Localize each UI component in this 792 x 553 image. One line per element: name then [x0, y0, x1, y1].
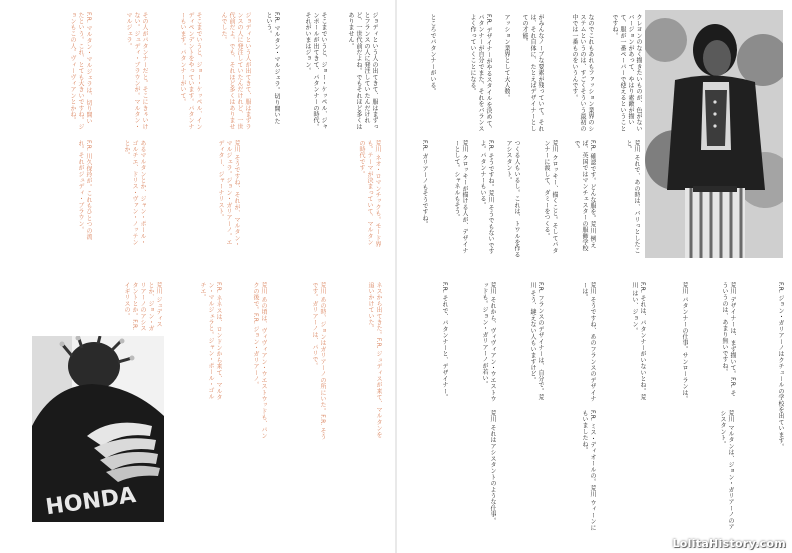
honda-logo-text: HONDA — [44, 482, 138, 521]
right-low-col-10: F.R. ミス・ディオールの。荒川 ウィーンにもいましたね。 — [581, 410, 596, 531]
left-upper-orange-col-4: F.R. マルタン・マルジェラは、切り開いたという。これ、とても大きいですね。ジョンもこの人。ヴィーヴィアンとかね。 — [69, 12, 92, 130]
left-lower-orange-col-5: 荒川 ジュディスとか、ジョン・ガリアーノのアシスタントとか。F.R. イギリスの。 — [123, 282, 162, 332]
right-low-col-9: 荒川 マルタンは、ジョン・ガリアーノのアシスタント。 — [719, 410, 734, 530]
right-top-col-1: クレヨンのなく描きたいものが、色がないバージョンがあって、やはり素敵が描いて、服が一番ペーパーで使えるということですね。 — [611, 14, 642, 132]
top-right-photo — [645, 10, 783, 258]
model-honda-jacket-image — [32, 336, 164, 522]
left-lower-orange-col-4: F.R. ネネスは、ロンドンから来て、マルタン・マルジェラと。ジャン・ポール・ゴルチエ。 — [199, 282, 222, 401]
left-upper-orange-col-3: その人がパタンナーだと。そこにきゃいけない。ジュディ・ブラウンが。マルタン・マルジェラ。 — [125, 12, 148, 130]
right-top-col-4: アッション業界として大人数。 — [503, 14, 510, 101]
right-top-col-5: F.R. デザイナーがやるスタイルを決めて、パタンナーが自分でまた、それをバランスよく作っていくことになる。 — [469, 14, 492, 133]
left-upper-black-col-3: F.R. マルタン・マルジェラ。切り開いたという。 — [265, 12, 280, 125]
right-top-col-2: なのでこれもあれもファッション業界のシステムというのは、すごくそういう最初の中では一番ものをいうんです。 — [571, 14, 594, 132]
right-top-col-3: がみんなノーブな要素が残っていて。それは、それ自体に、たとえばデザイナーとしての才能。 — [521, 14, 544, 132]
man-dark-jacket-image — [645, 10, 783, 258]
left-middle-orange-col-2: あるマルタンとか、ジャン・ポール・ゴルチエ、ドリス・ヴァン・ノッテンとか。 — [123, 140, 146, 246]
right-mid-upper-col-1: 荒川 それで、あの時は、バリっとしたこと。 — [625, 140, 640, 254]
left-upper-black-col-2: そこまでいうと、ジョー・ケッペル、ジャンポールが出てきて、パタンナーの時代。それがいまはジョン。 — [304, 12, 327, 130]
right-mid-col-1: F.R. 確認です。どんな服を。荒川 例えば、英国ではマンチェスターの服飾学校で。 — [573, 140, 596, 252]
left-upper-orange-col-1: ジョディという人が出てきて、服はまずランスの人に発注していたんだけれど、一世代前だよ。でも、それほど多くはありませんでした。 — [220, 12, 251, 130]
bottom-left-photo — [32, 336, 164, 522]
right-low-col-11: 荒川 それはアシスタントのような仕事。 — [489, 410, 496, 524]
left-middle-orange-col-4: 荒川 ネオ・ロマンチックも。モード界も。テーマが決まっていて、マルタンの時代です。 — [358, 140, 381, 248]
left-lower-orange-col-1: ネスから出てきた。F.R. ジュディスが来て、マルタンを追いかけていた。 — [367, 282, 382, 438]
right-low-col-7: 荒川 それから、ヴィヴィアン・ウエストウッドも。ジョン・ガリアーノが若い。 — [481, 282, 496, 402]
left-lower-orange-col-3: 荒川 あの頃は、ヴィヴィアン・ウエストウッドも、パンクの後で。F.R. ジョン・ガリアーノ。 — [252, 282, 267, 440]
right-mid-col-3: つくる人もいるし。これは、トワルを作るアシスタント。 — [505, 140, 520, 258]
right-mid-col-6: F.R. ガリアーノもそうですね。 — [421, 140, 428, 228]
right-low-col-3: 荒川 パタンナーの仕事。サンローランは。 — [681, 282, 688, 402]
left-lower-orange-col-2: 荒川 あの時、ジョンはガリアーノの所にいた。F.R. そうです。ガリアーノは、パリで。 — [311, 282, 326, 440]
right-mid-col-4: F.R. そうですね。荒川 そうでもないですよ。パタンナーもいる。 — [479, 140, 494, 255]
watermark-text: LolitaHistory.com — [672, 537, 786, 550]
page-gutter — [395, 0, 397, 553]
right-mid-col-2: 荒川 クロッキー、描くこと。そしてパタンナーに渡して、ダミーをつくる。 — [543, 140, 558, 254]
right-low-col-2: 荒川 デザイナーは、まず描いて。F.R. そういうのは、あまり無いですね。 — [721, 282, 736, 397]
left-middle-orange-col-3: F.R. 川久保玲が。これもひとつの流れ。それがジュディ・ブラウン。 — [77, 140, 92, 240]
left-upper-orange-col-2: そこまでいうと、ジョー・ケッペル、インディペンデントをやっています。パタンナーもいます。パタンナーがいて。 — [179, 12, 202, 130]
right-mid-col-5: 荒川 クロッキーが描ける人が、デザイナーとして。シャネルもそう。 — [453, 140, 468, 254]
left-upper-black-col-1: ジョディという人の出てきて、服はまずっとフランスの人に発注していたんだけれど、一世代前だよね。でもそれほど多くはありません。 — [347, 12, 378, 130]
right-low-col-5: 荒川 そうですね、あのフランスのデザイナーは。 — [581, 282, 596, 402]
right-top-col-6: ところでパタンナーがいる。 — [429, 14, 436, 95]
right-low-col-6: F.R. フランスのデザイナーは、自分で。荒川 そう、縫えない人もいますけど。 — [529, 282, 544, 401]
left-middle-orange-col-1: 荒川 そうですね、それが、マルタン・マルジェラ。ジョン・ガリアーノ。エディター、ジャーナリスト。 — [217, 140, 240, 248]
right-low-col-8: F.R. それで、パタンナーと、デザイナー。 — [441, 282, 448, 401]
right-low-col-1: F.R. ジョン・ガリアーノはクチュールの学校を出ています。 — [777, 282, 784, 451]
right-low-col-4: F.R. それは、パタンナーがいないとね。荒川 はい、ジョン。 — [631, 282, 646, 401]
